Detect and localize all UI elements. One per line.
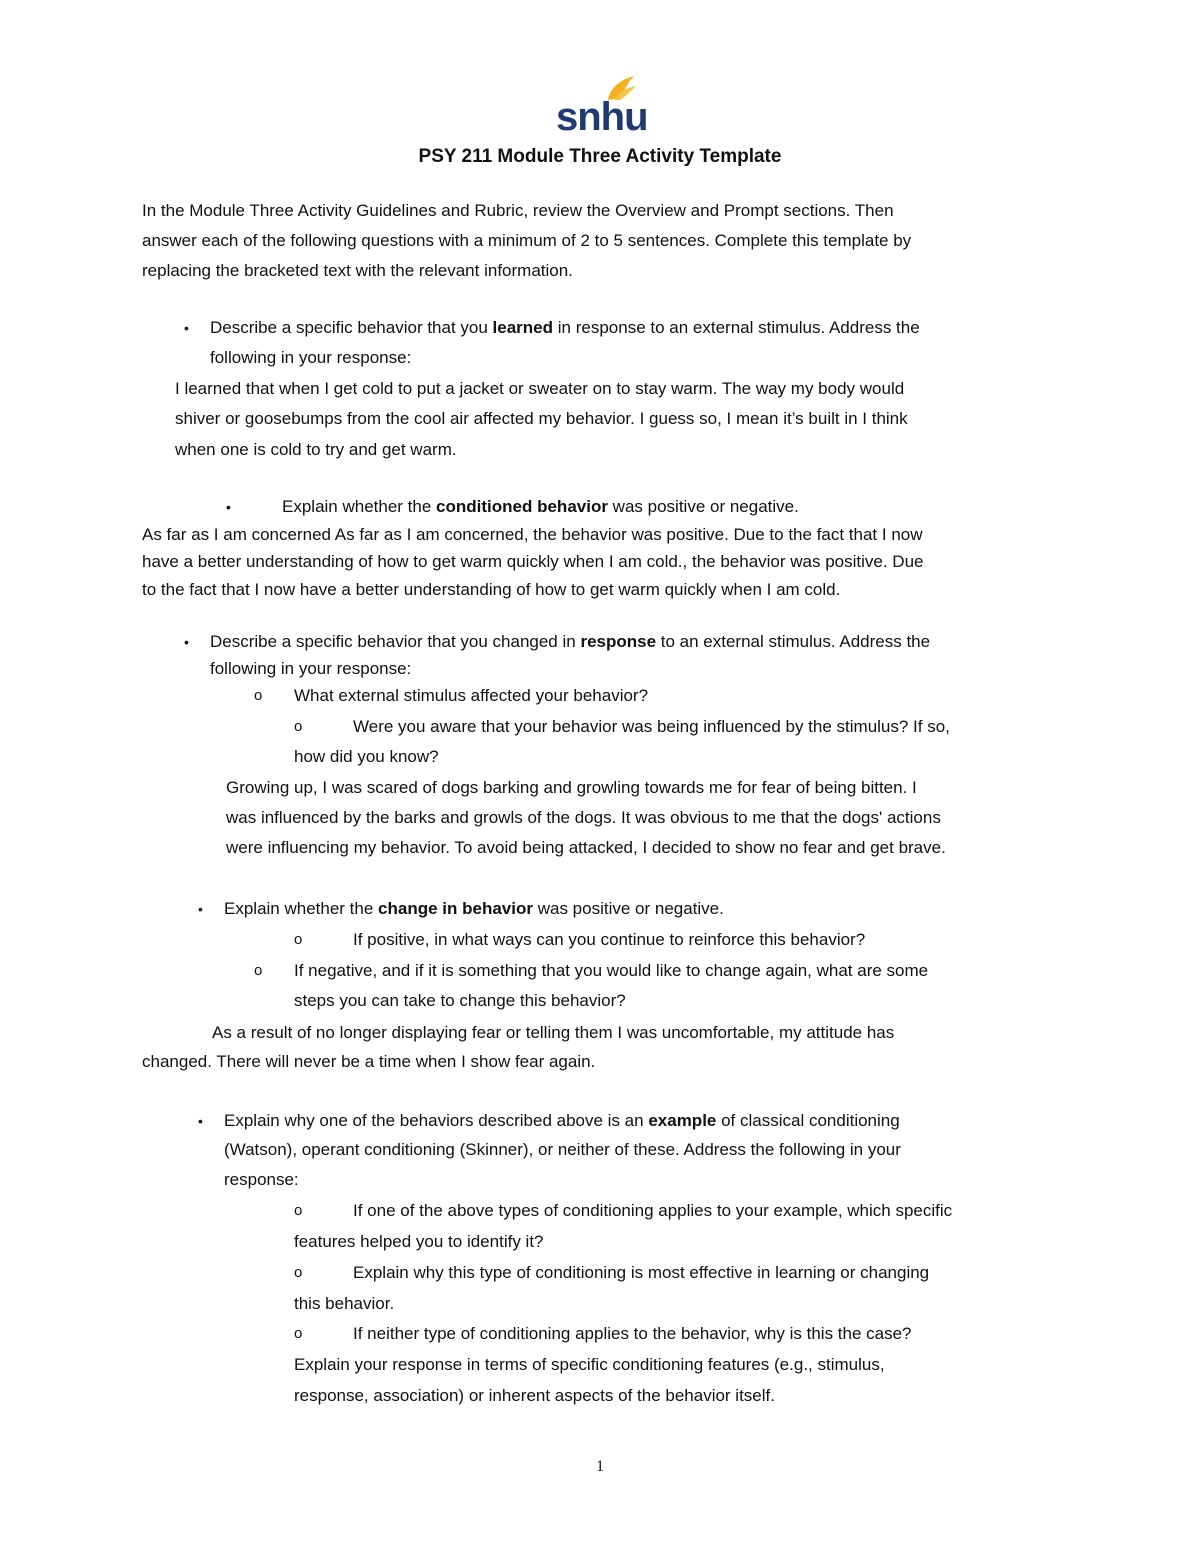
- q2-answer-line-2: have a better understanding of how to get warm quickly when I am cold., the behavior was positive. Due: [142, 552, 924, 571]
- q1-prompt-line-1: [210, 313, 920, 343]
- q3-prompt-line-2: following in your response:: [210, 659, 412, 678]
- q4-sub-2-line-1: If negative, and if it is something that you would like to change again, what are some: [294, 961, 929, 980]
- q5-sub-3-line-3: response, association) or inherent aspects of the behavior itself.: [294, 1386, 775, 1405]
- q2-answer-line-1: As far as I am concerned As far as I am concerned, the behavior was positive. Due to the fact that I now: [142, 525, 923, 544]
- q5-prompt-line-1: [224, 1106, 900, 1136]
- q2-prompt-text: Explain whether the: [282, 497, 437, 516]
- q1-prompt-bold: learned: [492, 318, 554, 337]
- circle-marker: o: [254, 962, 263, 979]
- q5-sub-3-line-2: Explain your response in terms of specific conditioning features (e.g., stimulus,: [294, 1355, 885, 1374]
- circle-marker: o: [294, 931, 303, 948]
- circle-marker: o: [294, 1264, 303, 1281]
- q2-prompt: [282, 492, 799, 522]
- q1-answer-line-1: I learned that when I get cold to put a jacket or sweater on to stay warm. The way my body would: [175, 379, 905, 398]
- q5-sub-1-line-1: If one of the above types of conditioning applies to your example, which specific: [353, 1201, 953, 1220]
- q5-sub-1-line-2: features helped you to identify it?: [294, 1232, 544, 1251]
- q1-prompt-text: Describe a specific behavior that you: [210, 318, 493, 337]
- q5-prompt-line-3: response:: [224, 1170, 299, 1189]
- q3-sub-2-line-1: Were you aware that your behavior was being influenced by the stimulus? If so,: [353, 717, 950, 736]
- q5-sub-2-line-2: this behavior.: [294, 1294, 395, 1313]
- q1-prompt-text: in response to an external stimulus. Address the: [553, 318, 920, 337]
- circle-marker: o: [294, 718, 303, 735]
- q5-prompt-text: Explain why one of the behaviors described above is an: [224, 1111, 649, 1130]
- q3-prompt-text: Describe a specific behavior that you changed in: [210, 632, 581, 651]
- q5-sub-2-line-1: Explain why this type of conditioning is most effective in learning or changing: [353, 1263, 930, 1282]
- q2-prompt-bold: conditioned behavior: [436, 497, 608, 516]
- snhu-logo: [556, 74, 646, 134]
- q5-prompt-text: of classical conditioning: [716, 1111, 900, 1130]
- q2-answer-line-3: to the fact that I now have a better understanding of how to get warm quickly when I am cold.: [142, 580, 841, 599]
- bullet-marker: •: [184, 320, 189, 336]
- q4-prompt: [224, 894, 724, 924]
- q4-prompt-bold: change in behavior: [378, 899, 533, 918]
- q1-answer-line-3: when one is cold to try and get warm.: [175, 440, 457, 459]
- intro-line-1: In the Module Three Activity Guidelines and Rubric, review the Overview and Prompt sections. Then: [142, 201, 894, 220]
- snhu-flame-icon: [556, 74, 646, 134]
- q4-answer-line-2: changed. There will never be a time when I show fear again.: [142, 1052, 596, 1071]
- page-number: 1: [596, 1458, 604, 1475]
- circle-marker: o: [294, 1325, 303, 1342]
- circle-marker: o: [294, 1202, 303, 1219]
- q1-prompt-line-2: following in your response:: [210, 348, 412, 367]
- q3-prompt-text: to an external stimulus. Address the: [656, 632, 931, 651]
- bullet-marker: •: [184, 634, 189, 650]
- q3-answer-line-1: Growing up, I was scared of dogs barking and growling towards me for fear of being bitten. I: [226, 778, 917, 797]
- q5-prompt-line-2: (Watson), operant conditioning (Skinner), or neither of these. Address the following in your: [224, 1140, 901, 1159]
- bullet-marker: •: [198, 901, 203, 917]
- q5-sub-3-line-1: If neither type of conditioning applies to the behavior, why is this the case?: [353, 1324, 912, 1343]
- q3-sub-2-line-2: how did you know?: [294, 747, 439, 766]
- q4-prompt-text: Explain whether the: [224, 899, 379, 918]
- q4-sub-1: If positive, in what ways can you continue to reinforce this behavior?: [353, 930, 866, 949]
- q3-prompt-line-1: [210, 627, 930, 657]
- page-title: PSY 211 Module Three Activity Template: [418, 146, 782, 167]
- q3-sub-1: What external stimulus affected your behavior?: [294, 686, 649, 705]
- q5-prompt-bold: example: [648, 1111, 717, 1130]
- circle-marker: o: [254, 687, 263, 704]
- q4-prompt-text: was positive or negative.: [532, 899, 724, 918]
- q4-sub-2-line-2: steps you can take to change this behavior?: [294, 991, 626, 1010]
- q3-prompt-bold: response: [580, 632, 657, 651]
- bullet-marker: •: [198, 1113, 203, 1129]
- q2-prompt-text: was positive or negative.: [607, 497, 799, 516]
- q4-answer-line-1: As a result of no longer displaying fear or telling them I was uncomfortable, my attitude has: [212, 1023, 895, 1042]
- bullet-marker: •: [226, 499, 231, 515]
- intro-line-2: answer each of the following questions with a minimum of 2 to 5 sentences. Complete this template by: [142, 231, 912, 250]
- logo-text: snhu: [556, 95, 646, 134]
- intro-line-3: replacing the bracketed text with the relevant information.: [142, 261, 573, 280]
- q1-answer-line-2: shiver or goosebumps from the cool air affected my behavior. I guess so, I mean it’s built in I think: [175, 409, 908, 428]
- q3-answer-line-2: was influenced by the barks and growls of the dogs. It was obvious to me that the dogs' actions: [226, 808, 941, 827]
- q3-answer-line-3: were influencing my behavior. To avoid being attacked, I decided to show no fear and get brave.: [226, 838, 946, 857]
